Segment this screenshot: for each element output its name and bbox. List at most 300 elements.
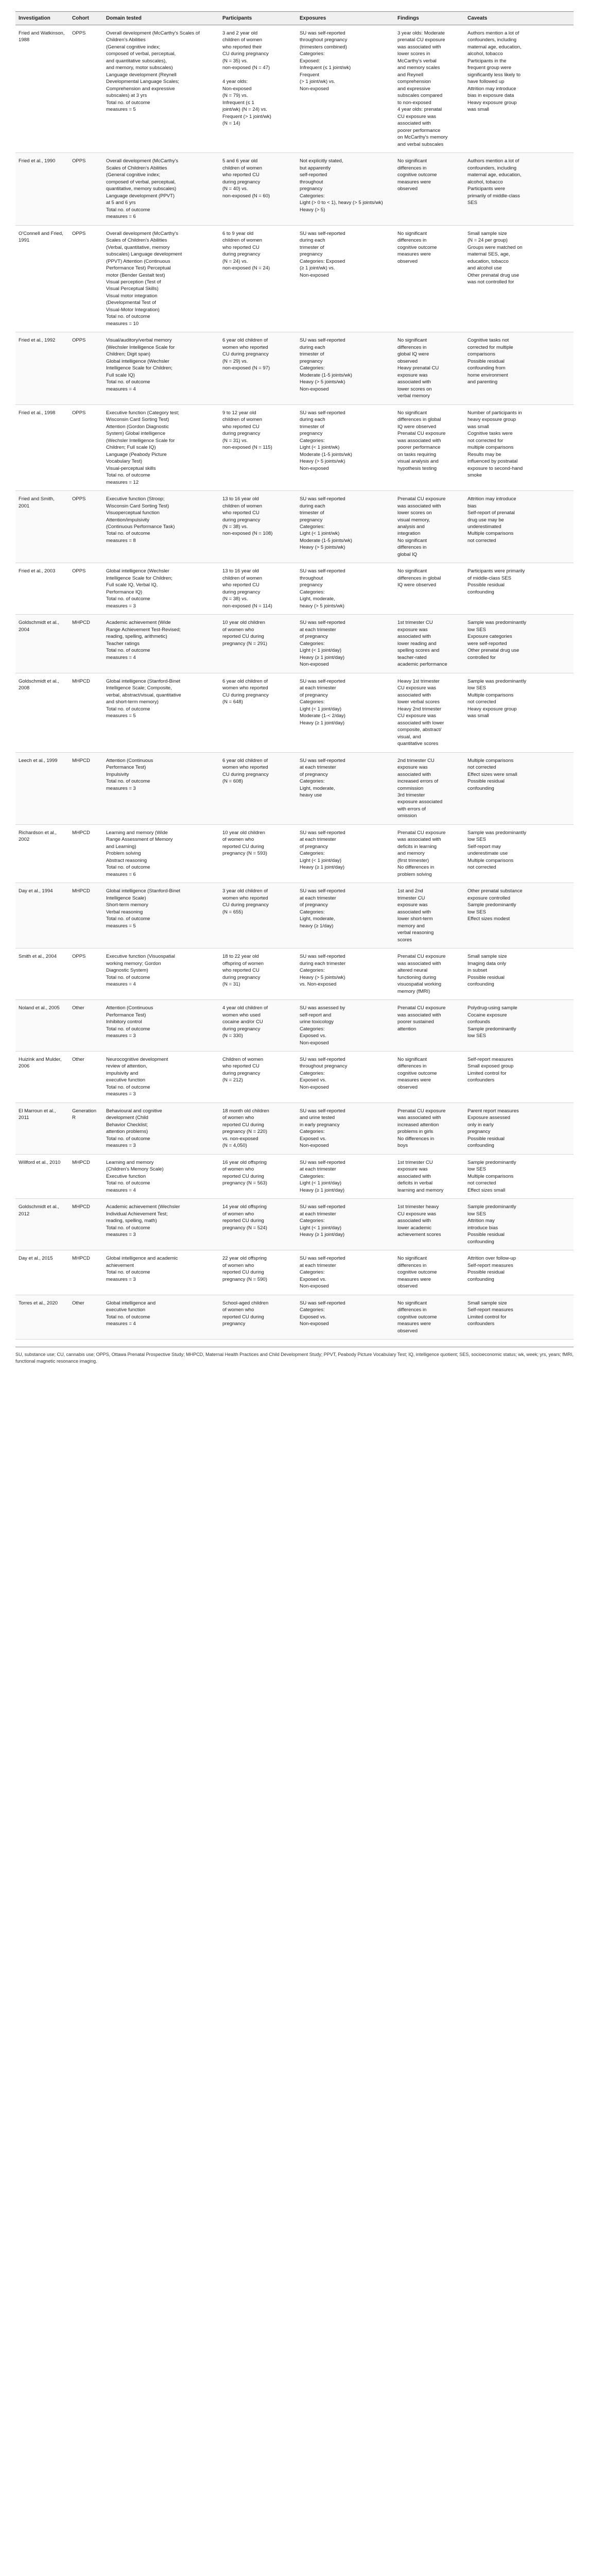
cell-findings-line: No differences in bbox=[397, 865, 435, 871]
cell-findings-line: No significant bbox=[397, 337, 427, 344]
cell-participants-line: reported CU during bbox=[222, 1173, 264, 1179]
cell-domain-tested-line: Comprehension and expressive bbox=[106, 86, 175, 92]
cell-participants-line: during pregnancy bbox=[222, 589, 261, 595]
cell-domain-tested-line: Behavioural and cognitive bbox=[106, 1108, 162, 1114]
header-investigation: Investigation bbox=[15, 12, 69, 25]
cell-participants-line: (N = 24) vs. bbox=[222, 258, 248, 264]
cell-caveats-line: low SES bbox=[467, 685, 486, 691]
cell-domain-tested-line: measures = 3 bbox=[106, 785, 136, 791]
cell-findings-line: CU exposure was bbox=[397, 685, 436, 691]
cell-findings bbox=[394, 153, 464, 225]
header-row bbox=[15, 12, 574, 25]
cell-exposures-line: SU was self-reported bbox=[300, 1300, 345, 1306]
cell-findings-line: was associated with bbox=[397, 837, 441, 843]
cell-exposures-line: of pregnancy bbox=[300, 771, 328, 777]
cell-domain-tested-line: measures = 3 bbox=[106, 1276, 136, 1282]
cell-participants-line: pregnancy (N = 593) bbox=[222, 851, 267, 857]
cell-exposures bbox=[297, 673, 394, 752]
cell-exposures-line: Exposed vs. bbox=[300, 1033, 326, 1039]
cell-investigation: Day et al., 1994 bbox=[15, 883, 69, 948]
cell-participants-line: non-exposed (N = 60) bbox=[222, 193, 270, 199]
cell-participants-line: 16 year old offspring bbox=[222, 1159, 267, 1165]
cell-domain-tested-line: measures = 6 bbox=[106, 214, 136, 220]
cell-exposures bbox=[297, 1103, 394, 1154]
cell-caveats-line: comparisons bbox=[467, 351, 495, 358]
cell-exposures-line: trimester of bbox=[300, 510, 324, 516]
cell-participants bbox=[219, 25, 297, 153]
cell-investigation: Day et al., 2015 bbox=[15, 1250, 69, 1295]
cell-findings-line: exposure was bbox=[397, 626, 428, 633]
cell-participants-line: (N = 212) bbox=[222, 1077, 243, 1083]
cell-findings-line: observed bbox=[397, 358, 418, 364]
cell-investigation: Richardson et al., 2002 bbox=[15, 824, 69, 883]
cell-exposures-line: SU was self-reported bbox=[300, 829, 345, 836]
cell-caveats-line: Effect sizes modest bbox=[467, 916, 510, 922]
cell-findings-line: 4 year olds: prenatal bbox=[397, 107, 442, 113]
cell-participants-line: during pregnancy bbox=[222, 179, 261, 185]
cell-participants bbox=[219, 404, 297, 490]
cell-exposures bbox=[297, 752, 394, 824]
cell-exposures-line: Categories: bbox=[300, 699, 325, 705]
cell-participants-line: non-exposed (N = 24) bbox=[222, 265, 270, 272]
cell-domain-tested-line: Visual/auditory/verbal memory bbox=[106, 337, 172, 344]
cell-caveats-line: bias in exposure data bbox=[467, 93, 514, 99]
cell-investigation: Noland et al., 2005 bbox=[15, 1000, 69, 1052]
cell-findings bbox=[394, 404, 464, 490]
cell-exposures-line: Exposed vs. bbox=[300, 1276, 326, 1282]
cell-exposures-line: Non-exposed bbox=[300, 662, 329, 668]
cell-exposures-line: SU was self-reported bbox=[300, 337, 345, 344]
cell-findings bbox=[394, 491, 464, 563]
cell-exposures-line: Moderate (1-5 joints/wk) bbox=[300, 537, 352, 544]
cell-participants-line: of women who bbox=[222, 1307, 254, 1313]
cell-caveats-line: multiple comparisons bbox=[467, 445, 514, 451]
table-footnote: SU, substance use; CU, cannabis use; OPPS, Ottawa Prenatal Prospective Study; MHPCD, Maternal Health Practices and Child Development Study; PPVT, Peabody Picture Vocabulary Test; IQ, intelligence quotient; SES, socioeconomic status; wk, week; yrs, years; fMRI, functional magnetic resonance imaging. bbox=[15, 1347, 574, 1365]
cell-investigation: Goldschmidt et al., 2012 bbox=[15, 1199, 69, 1250]
cell-investigation: Fried and Smith, 2001 bbox=[15, 491, 69, 563]
cell-findings-line: Prenatal CU exposure bbox=[397, 1005, 446, 1011]
cell-domain-tested-line: Developmental Language Scales; bbox=[106, 79, 180, 85]
cell-caveats-line: confounders bbox=[467, 1321, 495, 1327]
cell-caveats-line: Self-report may bbox=[467, 843, 501, 850]
cell-exposures-line: at each trimester bbox=[300, 626, 336, 633]
cell-findings-line: functioning during bbox=[397, 974, 436, 980]
cell-participants-line: cocaine and/or CU bbox=[222, 1019, 263, 1025]
cell-investigation: Goldschmidt et al., 2004 bbox=[15, 615, 69, 673]
cell-domain-tested-line: Children; Digit span) bbox=[106, 351, 151, 358]
cell-domain-tested bbox=[103, 225, 219, 332]
cell-participants bbox=[219, 563, 297, 615]
cell-participants-line: women who reported bbox=[222, 895, 268, 901]
cell-findings-line: on McCarthy's memory bbox=[397, 134, 448, 141]
cell-caveats-line: SES bbox=[467, 200, 478, 206]
table-row bbox=[15, 1000, 574, 1052]
cell-exposures-line: self-report and bbox=[300, 1012, 332, 1018]
cell-participants-line: 18 to 22 year old bbox=[222, 954, 259, 960]
cell-participants-line: 3 and 2 year old bbox=[222, 30, 258, 36]
cell-exposures bbox=[297, 25, 394, 153]
cell-caveats bbox=[464, 1000, 574, 1052]
cell-participants bbox=[219, 752, 297, 824]
cell-caveats-line: drug use may be bbox=[467, 517, 504, 523]
cell-domain-tested-line: and Learning) bbox=[106, 843, 136, 850]
cell-findings-line: with errors of bbox=[397, 806, 426, 812]
cell-participants-line: CU during pregnancy bbox=[222, 692, 269, 698]
cell-caveats-line: not corrected bbox=[467, 865, 496, 871]
cell-domain-tested bbox=[103, 673, 219, 752]
cell-domain-tested-line: Intelligence Scale) bbox=[106, 895, 146, 901]
cell-domain-tested-line: measures = 3 bbox=[106, 1091, 136, 1097]
cell-exposures bbox=[297, 1154, 394, 1198]
table-row bbox=[15, 563, 574, 615]
cell-participants-line: CU during pregnancy bbox=[222, 771, 269, 777]
table-row bbox=[15, 404, 574, 490]
cell-findings-line: measures were bbox=[397, 1321, 431, 1327]
cell-participants-line: 4 year olds: bbox=[222, 79, 248, 85]
cell-investigation: El Marroun et al., 2011 bbox=[15, 1103, 69, 1154]
cell-domain-tested bbox=[103, 752, 219, 824]
cell-participants-line: of women who bbox=[222, 1262, 254, 1268]
cell-participants-line: pregnancy (N = 590) bbox=[222, 1276, 267, 1282]
cell-caveats bbox=[464, 1295, 574, 1339]
cell-findings-line: exposure associated bbox=[397, 799, 443, 805]
cell-caveats-line: Sample predominantly bbox=[467, 1026, 516, 1032]
cell-cohort: OPPS bbox=[69, 153, 103, 225]
cell-participants-line: 6 to 9 year old bbox=[222, 230, 254, 236]
cell-caveats bbox=[464, 673, 574, 752]
cell-caveats-line: Sample was predominantly bbox=[467, 678, 527, 684]
cell-caveats-line: Participants in the bbox=[467, 58, 507, 64]
cell-exposures-line: Light (< 1 joint/day) bbox=[300, 1225, 342, 1231]
cell-findings-line: lower academic bbox=[397, 1225, 431, 1231]
cell-domain-tested-line: Total no. of outcome bbox=[106, 1225, 150, 1231]
cell-exposures-line: SU was self-reported bbox=[300, 1159, 345, 1165]
cell-findings-line: lower scores on bbox=[397, 386, 432, 392]
cell-findings-line: associated with bbox=[397, 692, 431, 698]
cell-findings-line: comprehension bbox=[397, 79, 431, 85]
cell-caveats-line: Self-report measures bbox=[467, 1057, 513, 1062]
cell-participants bbox=[219, 225, 297, 332]
cell-caveats bbox=[464, 1154, 574, 1198]
table-body bbox=[15, 25, 574, 1340]
cell-domain-tested bbox=[103, 883, 219, 948]
cell-domain-tested bbox=[103, 824, 219, 883]
cell-participants-line: who reported CU bbox=[222, 172, 259, 178]
cell-participants-line: pregnancy (N = 291) bbox=[222, 640, 267, 647]
cell-findings-line: to non-exposed bbox=[397, 99, 431, 106]
cell-exposures-line: at each trimester bbox=[300, 685, 336, 691]
cell-exposures-line: in early pregnancy bbox=[300, 1122, 340, 1128]
cell-domain-tested-line: Full scale IQ) bbox=[106, 372, 135, 378]
table-row bbox=[15, 1052, 574, 1103]
cell-participants-line: 14 year old offspring bbox=[222, 1204, 267, 1210]
cell-domain-tested-line: Intelligence Scale for Children; bbox=[106, 575, 172, 581]
cell-findings-line: 3rd trimester bbox=[397, 792, 425, 798]
cell-cohort: OPPS bbox=[69, 563, 103, 615]
cell-cohort: MHPCD bbox=[69, 1154, 103, 1198]
cell-domain-tested-line: composed of verbal, perceptual, bbox=[106, 179, 176, 185]
cell-cohort: OPPS bbox=[69, 948, 103, 1000]
cell-exposures-line: Heavy (≥ 1 joint/day) bbox=[300, 720, 345, 726]
cell-participants-line: vs. non-exposed bbox=[222, 1136, 258, 1142]
cell-exposures-line: but apparently bbox=[300, 165, 331, 171]
cell-findings-line: differences in global bbox=[397, 417, 441, 423]
cell-findings-line: No significant bbox=[397, 158, 427, 164]
cell-exposures-line: at each trimester bbox=[300, 1211, 336, 1217]
cell-caveats-line: Heavy exposure group bbox=[467, 706, 517, 712]
cell-participants-line: 13 to 16 year old bbox=[222, 568, 259, 574]
cell-caveats-line: Cognitive tasks not bbox=[467, 337, 509, 344]
cell-findings-line: associated with bbox=[397, 121, 431, 127]
cell-caveats-line: confounders, including bbox=[467, 165, 517, 171]
cell-domain-tested-line: (Developmental Test of bbox=[106, 300, 156, 306]
cell-caveats-line: Self-report measures bbox=[467, 1307, 513, 1313]
cell-exposures-line: Categories: bbox=[300, 524, 325, 530]
cell-caveats-line: only in early bbox=[467, 1122, 494, 1128]
cell-caveats-line: Multiple comparisons bbox=[467, 757, 514, 764]
cell-domain-tested bbox=[103, 948, 219, 1000]
cell-participants-line: during pregnancy bbox=[222, 431, 261, 437]
table-row bbox=[15, 225, 574, 332]
cell-exposures-line: (> 1 joint/wk) vs. bbox=[300, 79, 335, 85]
cell-exposures-line: of pregnancy bbox=[300, 902, 328, 908]
cell-findings-line: problems in girls bbox=[397, 1129, 434, 1135]
table-row bbox=[15, 1250, 574, 1295]
cell-cohort: OPPS bbox=[69, 332, 103, 404]
cell-findings-line: exposure was bbox=[397, 765, 428, 771]
cell-domain-tested-line: Total no. of outcome bbox=[106, 648, 150, 654]
cell-exposures-line: Light, moderate, bbox=[300, 596, 335, 602]
cell-participants bbox=[219, 1199, 297, 1250]
cell-participants-line: children of women bbox=[222, 575, 263, 581]
header-participants: Participants bbox=[219, 12, 297, 25]
cell-exposures bbox=[297, 225, 394, 332]
cell-findings-line: associated with bbox=[397, 1218, 431, 1224]
cell-caveats-line: Possible residual bbox=[467, 1269, 505, 1276]
cell-findings-line: global IQ were bbox=[397, 351, 429, 358]
cell-cohort: Other bbox=[69, 1000, 103, 1052]
cell-caveats-line: underestimated bbox=[467, 524, 501, 530]
cell-participants-line: pregnancy (N = 220) bbox=[222, 1129, 267, 1135]
cell-domain-tested bbox=[103, 1154, 219, 1198]
cell-cohort: OPPS bbox=[69, 491, 103, 563]
cell-participants-line: women who reported bbox=[222, 765, 268, 771]
cell-findings-line: 1st trimester CU bbox=[397, 1159, 433, 1165]
cell-domain-tested-line: Intelligence Scale; Composite, bbox=[106, 685, 172, 691]
cell-participants-line: during pregnancy bbox=[222, 974, 261, 980]
cell-participants bbox=[219, 673, 297, 752]
cell-caveats bbox=[464, 752, 574, 824]
cell-domain-tested-line: achievement bbox=[106, 1262, 134, 1268]
cell-caveats-line: Small exposed group bbox=[467, 1063, 514, 1070]
cell-exposures-line: throughout bbox=[300, 179, 323, 185]
table-row bbox=[15, 153, 574, 225]
cell-participants-line: 6 year old children of bbox=[222, 757, 268, 764]
cell-exposures-line: SU was self-reported bbox=[300, 568, 345, 574]
cell-exposures-line: pregnancy bbox=[300, 582, 323, 588]
cell-caveats-line: Cocaine exposure bbox=[467, 1012, 507, 1018]
cell-cohort: MHPCD bbox=[69, 1199, 103, 1250]
cell-domain-tested-line: Total no. of outcome bbox=[106, 531, 150, 537]
cell-participants-line: School-aged children bbox=[222, 1300, 269, 1306]
cell-findings-line: Heavy prenatal CU bbox=[397, 365, 439, 371]
cell-caveats-line: confounders, including bbox=[467, 37, 517, 43]
cell-caveats-line: Multiple comparisons bbox=[467, 857, 514, 863]
cell-findings-line: visual analysis and bbox=[397, 459, 439, 465]
cell-domain-tested-line: Inhibitory control bbox=[106, 1019, 142, 1025]
cell-exposures-line: SU was self-reported bbox=[300, 888, 345, 894]
cell-exposures-line: Categories: bbox=[300, 437, 325, 444]
cell-caveats-line: not corrected bbox=[467, 537, 496, 544]
cell-domain-tested-line: Learning and memory (Wide bbox=[106, 829, 168, 836]
cell-findings-line: subscales compared bbox=[397, 93, 443, 99]
cell-participants bbox=[219, 824, 297, 883]
cell-participants-line: (N = 38) vs. bbox=[222, 596, 248, 602]
cell-domain-tested-line: measures = 6 bbox=[106, 871, 136, 877]
cell-domain-tested-line: Performance Test) bbox=[106, 1012, 146, 1018]
cell-exposures-line: Exposed vs. bbox=[300, 1077, 326, 1083]
table-row bbox=[15, 673, 574, 752]
cell-findings-line: lower short-term bbox=[397, 916, 433, 922]
cell-domain-tested-line: Short-term memory bbox=[106, 902, 148, 908]
cell-participants-line: (N = 40) vs. bbox=[222, 186, 248, 192]
cell-caveats-line: Attrition may introduce bbox=[467, 496, 516, 502]
cell-participants-line: joint/wk) (N = 24) vs. bbox=[222, 107, 267, 113]
cell-caveats-line: pregnancy bbox=[467, 1129, 491, 1135]
cell-caveats-line: confounding bbox=[467, 1239, 494, 1245]
cell-exposures-line: at each trimester bbox=[300, 837, 336, 843]
cell-cohort: MHPCD bbox=[69, 824, 103, 883]
cell-exposures-line: Non-exposed bbox=[300, 465, 329, 471]
cell-participants bbox=[219, 1295, 297, 1339]
cell-findings-line: No significant bbox=[397, 230, 427, 236]
cell-domain-tested-line: Attention (Gordon Diagnostic bbox=[106, 423, 169, 430]
cell-findings-line: poorer performance bbox=[397, 445, 441, 451]
cell-participants bbox=[219, 1000, 297, 1052]
cell-findings-line: visuospatial working bbox=[397, 981, 442, 988]
cell-caveats-line: was small bbox=[467, 107, 489, 113]
cell-exposures-line: SU was self-reported bbox=[300, 757, 345, 764]
cell-exposures-line: Heavy (> 5 joints/wk) bbox=[300, 974, 345, 980]
cell-caveats-line: were self-reported bbox=[467, 640, 507, 647]
table-row bbox=[15, 491, 574, 563]
cell-exposures-line: Light (> 0 to < 1), heavy (> 5 joints/wk) bbox=[300, 200, 383, 206]
cell-findings-line: No significant bbox=[397, 410, 427, 416]
cell-participants bbox=[219, 1052, 297, 1103]
cell-domain-tested bbox=[103, 1103, 219, 1154]
cell-exposures-line: throughout bbox=[300, 575, 323, 581]
cell-domain-tested-line: Overall development (McCarthy's bbox=[106, 230, 179, 236]
cell-domain-tested-line: Neurocognitive development bbox=[106, 1057, 168, 1062]
cell-participants-line: children of women bbox=[222, 238, 263, 244]
table-row bbox=[15, 752, 574, 824]
cell-caveats-line: Self-report measures bbox=[467, 1262, 513, 1268]
cell-exposures-line: Non-exposed bbox=[300, 86, 329, 92]
cell-participants-line: non-exposed (N = 114) bbox=[222, 603, 272, 609]
cell-exposures-line: Categories: bbox=[300, 1026, 325, 1032]
cell-domain-tested-line: measures = 3 bbox=[106, 1033, 136, 1039]
cell-caveats-line: exposure controlled bbox=[467, 895, 510, 901]
cell-participants-line: children of women bbox=[222, 37, 263, 43]
cell-cohort: OPPS bbox=[69, 404, 103, 490]
cell-exposures bbox=[297, 1052, 394, 1103]
cell-findings-line: deficits in verbal bbox=[397, 1180, 433, 1187]
cell-caveats-line: and alcohol use bbox=[467, 265, 502, 272]
cell-caveats-line: low SES bbox=[467, 1033, 486, 1039]
cell-exposures-line: Exposed: bbox=[300, 58, 320, 64]
cell-domain-tested-line: (Wechsler Intelligence Scale for bbox=[106, 344, 175, 350]
cell-caveats-line: Exposure categories bbox=[467, 634, 512, 640]
cell-participants-line: during pregnancy bbox=[222, 1070, 261, 1076]
cell-participants-line: reported CU during bbox=[222, 634, 264, 640]
cell-participants-line: (N = 4,050) bbox=[222, 1143, 247, 1149]
cell-caveats-line: confounders bbox=[467, 1077, 495, 1083]
cell-caveats-line: Small sample size bbox=[467, 954, 507, 960]
cell-exposures-line: Categories: bbox=[300, 51, 325, 57]
cell-participants-line: who reported their bbox=[222, 44, 262, 50]
cell-exposures-line: of pregnancy bbox=[300, 634, 328, 640]
cell-participants-line: children of women bbox=[222, 417, 263, 423]
cell-domain-tested-line: Total no. of outcome bbox=[106, 865, 150, 871]
cell-exposures-line: at each trimester bbox=[300, 895, 336, 901]
cell-domain-tested-line: Performance IQ) bbox=[106, 589, 143, 595]
cell-findings-line: and memory scales bbox=[397, 65, 440, 71]
table-row bbox=[15, 1199, 574, 1250]
cell-investigation: Leech et al., 1999 bbox=[15, 752, 69, 824]
cell-exposures-line: pregnancy bbox=[300, 431, 323, 437]
cell-findings-line: Prenatal CU exposure bbox=[397, 829, 446, 836]
cell-investigation: Willford et al., 2010 bbox=[15, 1154, 69, 1198]
cell-exposures-line: during each bbox=[300, 344, 325, 350]
cell-findings-line: CU exposure was bbox=[397, 1211, 436, 1217]
cell-findings-line: global IQ bbox=[397, 551, 418, 557]
cell-exposures-line: pregnancy bbox=[300, 358, 323, 364]
cell-findings-line: differences in bbox=[397, 1063, 427, 1070]
cell-findings-line: differences in bbox=[397, 344, 427, 350]
cell-findings-line: CU exposure was bbox=[397, 113, 436, 120]
cell-domain-tested-line: Total no. of outcome bbox=[106, 706, 150, 712]
cell-domain-tested-line: Total no. of outcome bbox=[106, 472, 150, 479]
cell-findings bbox=[394, 948, 464, 1000]
cell-exposures-line: of pregnancy bbox=[300, 692, 328, 698]
cell-exposures-line: Non-exposed bbox=[300, 1321, 329, 1327]
cell-findings bbox=[394, 1052, 464, 1103]
cell-findings-line: hypothesis testing bbox=[397, 465, 437, 471]
cell-caveats bbox=[464, 883, 574, 948]
cell-exposures-line: Non-exposed bbox=[300, 1283, 329, 1290]
cell-domain-tested-line: (Wechsler Intelligence Scale for bbox=[106, 437, 175, 444]
cell-exposures-line: Light (< 1 joint/wk) bbox=[300, 445, 340, 451]
cell-caveats-line: Effect sizes were small bbox=[467, 771, 517, 777]
cell-exposures bbox=[297, 1199, 394, 1250]
cell-caveats-line: confounding bbox=[467, 981, 494, 988]
header-domain-tested: Domain tested bbox=[103, 12, 219, 25]
cell-participants-line: CU during pregnancy bbox=[222, 51, 269, 57]
cell-findings-line: and memory bbox=[397, 851, 425, 857]
cell-findings-line: was associated with bbox=[397, 44, 441, 50]
cell-findings-line: differences in global bbox=[397, 575, 441, 581]
cell-caveats bbox=[464, 25, 574, 153]
cell-exposures-line: SU was self-reported bbox=[300, 678, 345, 684]
cell-caveats-line: corrected for multiple bbox=[467, 344, 513, 350]
table-row bbox=[15, 824, 574, 883]
cell-domain-tested-line: Global intelligence (Wechsler bbox=[106, 358, 169, 364]
cell-findings-line: cognitive outcome bbox=[397, 1314, 437, 1320]
cell-exposures-line: Heavy (> 5 joints/wk) bbox=[300, 545, 345, 551]
cell-domain-tested-line: impulsivity and bbox=[106, 1070, 138, 1076]
cell-exposures-line: Categories: bbox=[300, 778, 325, 785]
cell-exposures-line: heavy (> 5 joints/wk) bbox=[300, 603, 344, 609]
